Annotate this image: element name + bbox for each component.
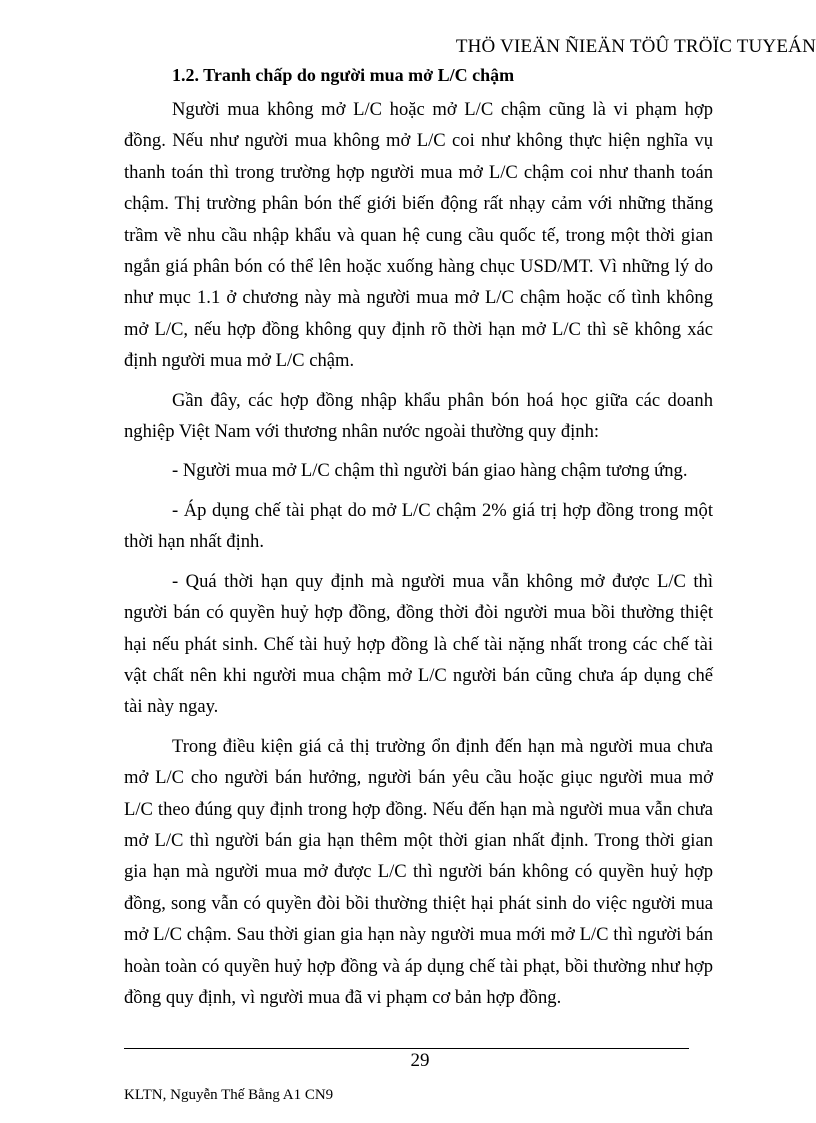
footer-author: KLTN, Nguyễn Thế Bằng A1 CN9 xyxy=(124,1087,334,1103)
document-body xyxy=(124,62,713,1013)
list-item-cancellation: - Quá thời hạn quy định mà người mua vẫn không mở được L/C thì người bán có quyền huỷ hợp đồng, đồng thời đòi người mua bồi thường thiệt hại nếu phát sinh. Chế tài huỷ hợp đồng là chế tài nặng nhất trong các chế tài vật chất nên khi người mua chậm mở L/C người bán cũng chưa áp dụng chế tài này ngay. xyxy=(124,570,713,718)
library-watermark: THÖ VIEÄN ÑIEÄN TÖÛ TRÖÏC TUYEÁN xyxy=(455,36,816,57)
paragraph-contracts: Gần đây, các hợp đồng nhập khẩu phân bón hoá học giữa các doanh nghiệp Việt Nam với thương nhân nước ngoài thường quy định: xyxy=(124,389,713,443)
list-item-penalty: - Áp dụng chế tài phạt do mở L/C chậm 2% giá trị hợp đồng trong một thời hạn nhất định. xyxy=(124,499,713,553)
page-number: 29 xyxy=(410,1050,430,1071)
footer-divider xyxy=(124,1048,689,1049)
paragraph-conditions: Trong điều kiện giá cả thị trường ổn định đến hạn mà người mua chưa mở L/C cho người bán hưởng, người bán yêu cầu hoặc giục người mua mở L/C theo đúng quy định trong hợp đồng. Nếu đến hạn mà người mua vẫn chưa mở L/C thì người bán gia hạn thêm một thời gian nhất định. Trong thời gian gia hạn mà người mua mở được L/C thì người bán không có quyền huỷ hợp đồng, song vẫn có quyền đòi bồi thường thiệt hại phát sinh do việc người mua mở L/C chậm. Sau thời gian gia hạn này người mua mới mở L/C thì người bán hoàn toàn có quyền huỷ hợp đồng và áp dụng chế tài phạt, bồi thường như hợp đồng quy định, vì người mua đã vi phạm cơ bản hợp đồng. xyxy=(124,735,713,1008)
list-item-late-delivery: - Người mua mở L/C chậm thì người bán giao hàng chậm tương ứng. xyxy=(172,460,688,482)
section-heading: 1.2. Tranh chấp do người mua mở L/C chậm xyxy=(172,65,515,85)
paragraph-intro: Người mua không mở L/C hoặc mở L/C chậm cũng là vi phạm hợp đồng. Nếu như người mua không mở L/C coi như không thực hiện nghĩa vụ thanh toán thì trong trường hợp người mua mở L/C chậm coi như thanh toán chậm. Thị trường phân bón thế giới biến động rất nhạy cảm với những thăng trầm về nhu cầu nhập khẩu và quan hệ cung cầu quốc tế, trong một thời gian ngắn giá phân bón có thể lên hoặc xuống hàng chục USD/MT. Vì những lý do như mục 1.1 ở chương này mà người mua mở L/C chậm hoặc cố tình không mở L/C, nếu hợp đồng không quy định rõ thời hạn mở L/C thì sẽ không xác định người mua mở L/C chậm. xyxy=(124,99,713,372)
